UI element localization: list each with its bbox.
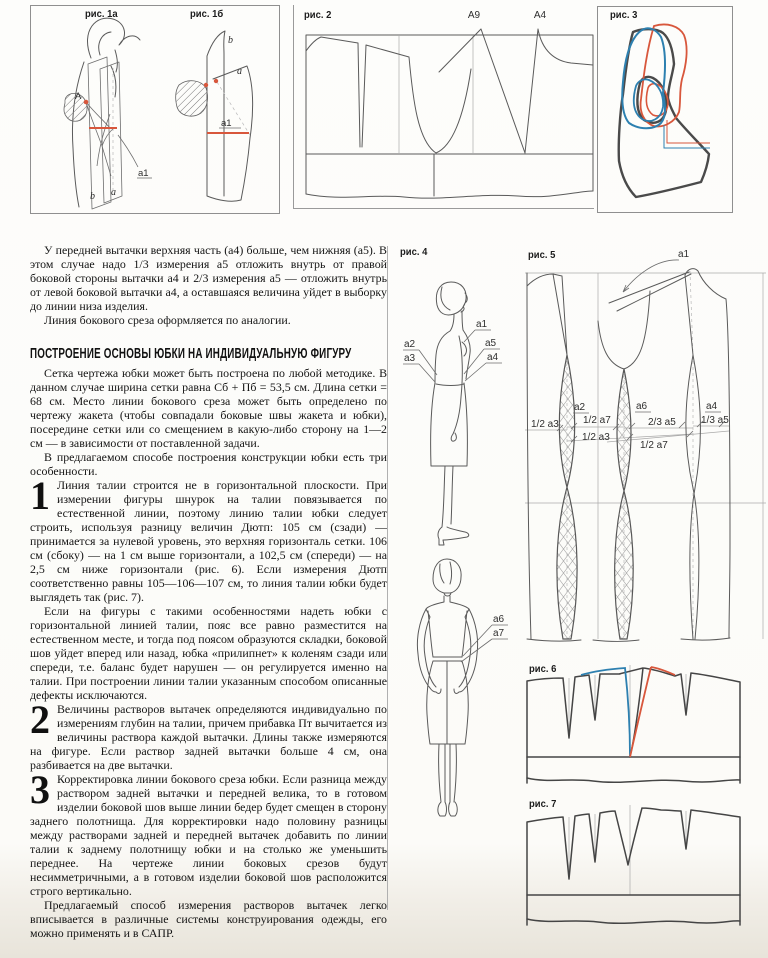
fig5-a4-label: а4 [706,401,718,412]
fig1b-sketch [176,31,253,201]
fig3-drawing [598,7,732,212]
fig1a-a-label: a [111,187,116,198]
fig1b-a-label: а [237,66,242,77]
column-divider [387,246,388,910]
fig2-A9-label: А9 [467,10,481,21]
fig1a-fig1b-drawing [31,6,279,213]
fig1a-point-A-label: А [75,91,82,102]
fig1a-sketch [64,18,152,209]
paragraph-1: Сетка чертежа юбки может быть построена по любой методике. В данном случае ширина сетки равна Сб + Пб = 53,5 см. Длина сетки = 68 см. Место линии бокового среза может быть определено по чертежу жакета (чтобы совпадали боковые швы жакета и юбки), посередине сетки или со смещением в какую-либо сторону на 1—2 см — в зависимости от поставленной задачи. [30,366,387,450]
paragraph-closing: Предлагаемый способ измерения растворов вытачек легко вписывается в различные системы конструирования одежды, его можно применять и в САПР. [30,898,387,940]
fig1a-b-label: b [90,191,95,202]
fig1a-caption: рис. 1а [85,8,118,20]
fig5-half-a7-low-label: 1/2 а7 [640,440,668,451]
numbered-item-1 [30,473,387,604]
section-heading [30,346,387,361]
fig4-caption: рис. 4 [400,246,428,258]
fig7-drawing [523,795,768,940]
fig4-a1-label: а1 [476,319,488,330]
fig4-measurement-labels [403,319,508,662]
fig1a-a1-label: а1 [138,168,149,179]
fig4-drawing [393,243,523,903]
numbered-item-3 [30,767,387,898]
fig5-a6-label: а6 [636,401,648,412]
fig4-front-view-figure [417,559,477,816]
fig1b-b-label: b [228,35,233,46]
fig4-a5-label: а5 [485,338,497,349]
fig4-a4-label: а4 [487,352,499,363]
paragraph-intro-2: Линия бокового среза оформляется по аналогии. [44,313,291,327]
fig5-a2-label: а2 [574,402,586,413]
fig6-drawing [523,660,768,793]
paragraph-intro-1: У передней вытачки верхняя часть (а4) больше, чем нижняя (а5). В этом случае надо 1/3 измерения а5 отложить внутрь от правой боковой стороны вытачки а4 и 2/3 измерения а5 — отложить внутрь от левой боковой вытачки а4, а оставшаяся величина уйдет в выборку до линии низа изделия. [30,243,387,313]
item-number-3: 3 [30,767,50,812]
fig5-half-a3-low-label: 1/2 а3 [582,432,610,443]
fig2-drawing [294,5,594,207]
fig4-a3-label: а3 [404,353,416,364]
fig3-caption: рис. 3 [610,9,638,21]
fig5-caption: рис. 5 [528,249,556,261]
fig5-a1-label: а1 [678,249,690,260]
fig1b-caption: рис. 1б [190,8,224,20]
paragraph-3: Если на фигуры с такими особенностями надеть юбки с горизонтальной линией талии, пояс все равно разместится на естественном месте, и тогда под поясом образуются складки, боковой шов уйдет вперед или назад, юбка «прилипнет» к коленям сзади или спереди, т.е. баланс будет нарушен — он регулируется именно на талии. При построении линии талии указанным способом описанные дефекты исключаются. [30,604,387,702]
article-text-column [30,243,387,940]
fig5-back-dart [557,355,577,639]
fig5-two-thirds-a5-label: 2/3 а5 [648,417,676,428]
fig5-drawing [523,243,768,658]
fig1b-dot-2 [214,79,218,83]
fig4-a7-label: а7 [493,628,505,639]
item-number-1: 1 [30,473,50,518]
fig2-caption: рис. 2 [304,9,332,21]
fig4-a6-label: а6 [493,614,505,625]
fig4-a2-label: а2 [404,339,416,350]
fig1b-a1-label: а1 [221,118,232,129]
figure-box-1a-1b [30,5,280,214]
fig6-caption: рис. 6 [529,663,557,675]
fig4-side-view-figure [431,282,471,545]
fig2-A4-label: А4 [533,10,547,21]
fig2-pattern-grid [306,29,593,198]
figure-box-3 [597,6,733,213]
fig5-half-a3-label: 1/2 а3 [531,419,559,430]
numbered-item-2 [30,697,387,772]
figure-box-2 [293,5,594,209]
fig5-middle-dart [615,369,634,639]
fig7-skirt-draft [527,805,740,925]
fig7-caption: рис. 7 [529,798,557,810]
fig5-pattern-outlines [527,260,730,642]
item-1-text: Линия талии строится не в горизонтальной плоскости. При измерении фигуры шнурок на талии повязывается по естественной линии, поэтому линию талии юбки следует строить, используя разницу величин Дютп: 105 см (сзади) — принимается за нулевой уровень, это верхняя горизонталь сетки. 106 см (сбоку) — на 1 см выше горизонтали, а 102,5 см (спереди) — на 2,5 см ниже горизонтали (рис. 6). Если измерения Дютп соответственно равны 105—106—107 см, то линия талии юбки будет выглядеть так (рис. 7). [30,478,387,604]
fig5-third-a5-label: 1/3 а5 [701,415,729,426]
fig1a-point-A-dot [84,100,89,105]
item-number-2: 2 [30,697,50,742]
fig1b-dot-1 [204,83,208,87]
item-3-text: Корректировка линии бокового среза юбки. Если разница между раствором задней вытачки и передней велика, то в готовом изделии боковой шов выше линии бедер будет смещен в сторону заднего полотнища. Для корректировки надо половину разницы между растворами задней и передней вытачек добавить по линии талии к заднему полотнищу юбки и на столько же уменьшить переднее. На чертеже линии боковых срезов будут несимметричными, а в готовом изделии боковой шов расположится строго вертикально. [30,772,387,898]
fig3-overlaid-patterns [619,24,710,197]
item-2-text: Величины растворов вытачек определяются индивидуально по измерениям глубин на талии, причем прибавка Пт вычитается из величины раствора каждой вытачки. Длины также измеряются на фигуре. Если раствор задней вытачки больше 4 см, она разбивается на две вытачки. [30,702,387,772]
fig6-skirt-draft [527,665,740,783]
paragraph-2: В предлагаемом способе построения конструкции юбки есть три особенности. [30,450,387,478]
section-heading-text: ПОСТРОЕНИЕ ОСНОВЫ ЮБКИ НА ИНДИВИДУАЛЬНУЮ ФИГУРУ [30,345,352,362]
fig5-half-a7-label: 1/2 а7 [583,415,611,426]
